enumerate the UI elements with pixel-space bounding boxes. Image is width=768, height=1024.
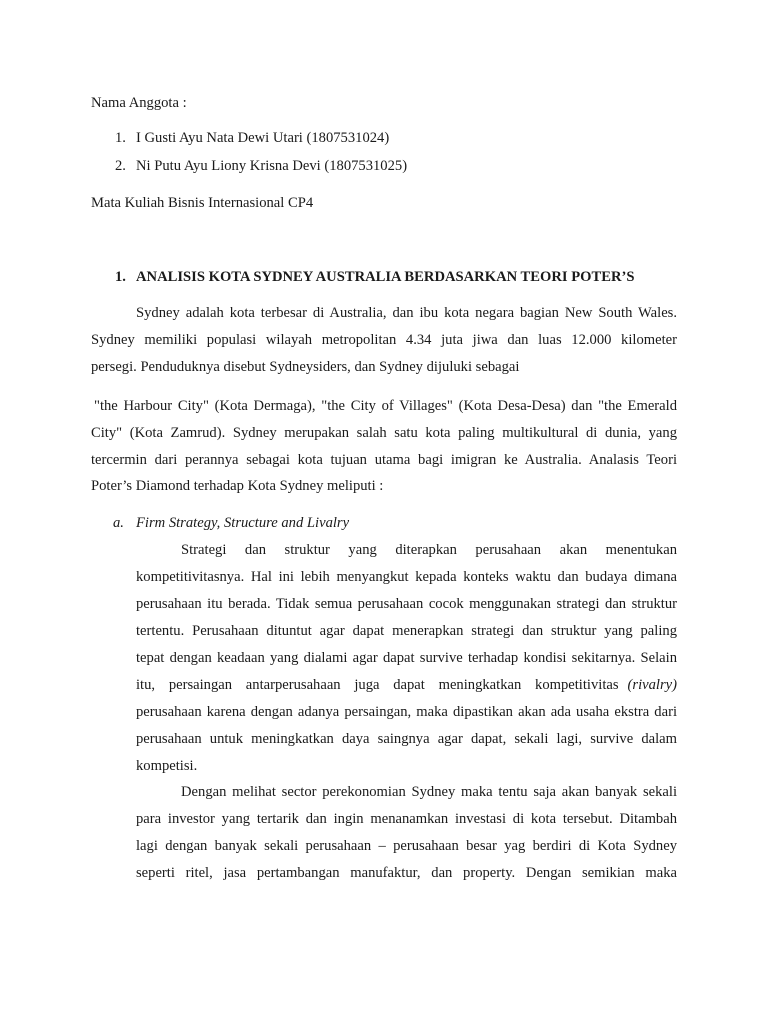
paragraph-line: perusahaan untuk meningkatkan daya saingnya agar dapat, sekali lagi, survive dalam [136,731,677,747]
paragraph-line: tertentu. Perusahaan dituntut agar dapat menerapkan strategi dan struktur yang paling [136,623,677,639]
section-title: ANALISIS KOTA SYDNEY AUSTRALIA BERDASARKAN TEORI POTER’S [136,269,635,285]
member-name: Ni Putu Ayu Liony Krisna Devi (1807531025) [136,158,408,174]
member-number: 1. [115,130,126,146]
paragraph-line: kompetitivitasnya. Hal ini lebih menyangkut kepada konteks waktu dan budaya dimana [136,569,677,585]
paragraph-line: tercermin dari perannya sebagai kota tujuan utama bagi imigran ke Australia. Analasis Teori [91,452,677,468]
members-label: Nama Anggota : [91,95,187,111]
paragraph-line: City" (Kota Zamrud). Sydney merupakan salah satu kota paling multikultural di dunia, yang [91,425,677,441]
paragraph-line: lagi dengan banyak sekali perusahaan – perusahaan besar yag berdiri di Kota Sydney [136,838,677,854]
paragraph-line: persegi. Penduduknya disebut Sydneysiders, dan Sydney dijuluki sebagai [91,359,520,375]
rivalry-term: (rivalry) [627,677,677,693]
member-name: I Gusti Ayu Nata Dewi Utari (1807531024) [136,130,390,146]
member-number: 2. [115,158,126,174]
paragraph-line: Dengan melihat sector perekonomian Sydney maka tentu saja akan banyak sekali [181,784,677,800]
paragraph-line: kompetisi. [136,758,198,774]
subsection-letter: a. [113,515,124,531]
paragraph-line: Sydney adalah kota terbesar di Australia, dan ibu kota negara bagian New South Wales. [136,305,677,321]
paragraph-line [136,676,677,694]
paragraph-line: para investor yang tertarik dan ingin menanamkan investasi di kota tersebut. Ditambah [136,811,677,827]
paragraph-line: Poter’s Diamond terhadap Kota Sydney meliputi : [91,478,384,494]
paragraph-line: seperti ritel, jasa pertambangan manufaktur, dan property. Dengan semikian maka [136,865,677,881]
paragraph-line: perusahaan itu berada. Tidak semua perusahaan cocok menggunakan strategi dan struktur [136,596,677,612]
paragraph-line: Strategi dan struktur yang diterapkan perusahaan akan menentukan [181,542,677,558]
paragraph-line: Sydney memiliki populasi wilayah metropolitan 4.34 juta jiwa dan luas 12.000 kilometer [91,332,677,348]
paragraph-text: itu, persaingan antarperusahaan juga dapat meningkatkan kompetitivitas [136,677,619,693]
subsection-title: Firm Strategy, Structure and Livalry [136,515,350,531]
paragraph-line: perusahaan karena dengan adanya persaingan, maka dipastikan akan ada usaha ekstra dari [136,704,677,720]
paragraph-line: "the Harbour City" (Kota Dermaga), "the City of Villages" (Kota Desa-Desa) dan "the Emerald [94,398,677,414]
paragraph-line: tepat dengan keadaan yang dialami agar dapat survive terhadap kondisi sekitarnya. Selain [136,650,677,666]
course-name: Mata Kuliah Bisnis Internasional CP4 [91,195,314,211]
section-number: 1. [115,269,126,285]
